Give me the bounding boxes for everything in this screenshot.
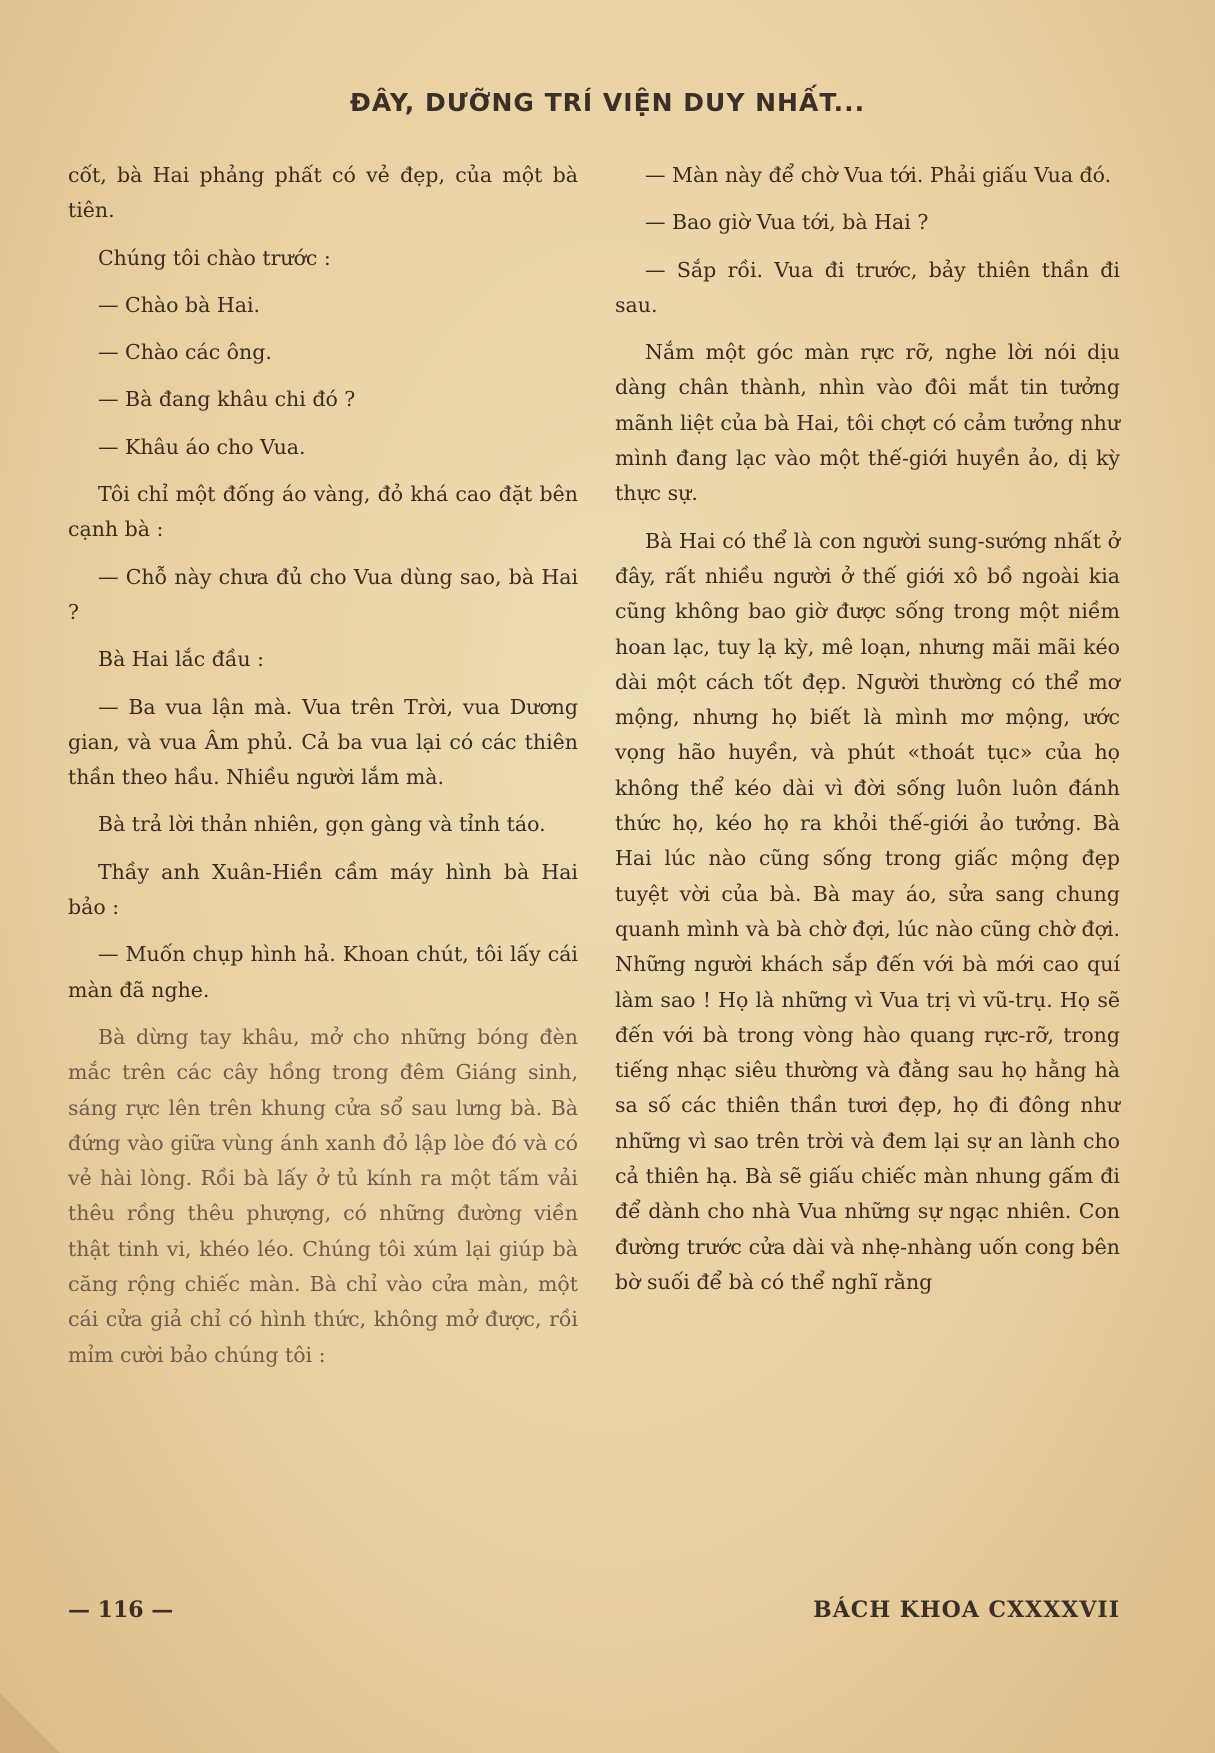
paragraph: Bà Hai lắc đầu : <box>98 647 265 672</box>
page-number: — 116 — <box>68 1597 174 1623</box>
paragraph: Tôi chỉ một đống áo vàng, đỏ khá cao đặt bên cạnh bà : <box>68 482 578 542</box>
paragraph: — Màn này để chờ Vua tới. Phải giấu Vua đó. <box>645 163 1112 187</box>
paragraph: Bà trả lời thản nhiên, gọn gàng và tỉnh táo. <box>98 812 546 837</box>
paragraph: cốt, bà Hai phảng phất có vẻ đẹp, của một bà tiên. <box>68 163 578 223</box>
paragraph: — Chào bà Hai. <box>98 292 261 317</box>
torn-corner <box>0 1693 60 1753</box>
paragraph: — Sắp rồi. Vua đi trước, bảy thiên thần đi sau. <box>615 257 1120 317</box>
running-header: ĐÂY, DƯỠNG TRÍ VIỆN DUY NHẤT... <box>349 88 866 117</box>
paragraph: — Chào các ông. <box>98 340 272 365</box>
paragraph: — Bao giờ Vua tới, bà Hai ? <box>645 210 929 235</box>
paragraph: — Muốn chụp hình hả. Khoan chút, tôi lấy cái màn đã nghe. <box>68 942 578 1002</box>
paragraph: Bà dừng tay khâu, mở cho những bóng đèn mắc trên các cây hồng trong đêm Giáng sinh, sáng rực lên trên khung cửa sổ sau lưng bà. Bà đứng vào giữa vùng ánh xanh đỏ lập lòe đó và có vẻ hài lòng. Rồi bà lấy ở tủ kính ra một tấm vải thêu rồng thêu phượng, có những đường viền thật tinh vi, khéo léo. Chúng tôi xúm lại giúp bà căng rộng chiếc màn. Bà chỉ vào cửa màn, một cái cửa giả chỉ có hình thức, không mở được, rồi mỉm cười bảo chúng tôi : <box>68 1024 578 1367</box>
paragraph: Chúng tôi chào trước : <box>98 245 331 270</box>
paragraph: Bà Hai có thể là con người sung-sướng nhất ở đây, rất nhiều người ở thế giới xô bồ ngoài kia cũng không bao giờ được sống trong một niềm hoan lạc, tuy lạ kỳ, mê loạn, nhưng mãi mãi kéo dài một cách tốt đẹp. Người thường có thể mơ mộng, nhưng họ biết là mình mơ mộng, ước vọng hão huyền, và phút «thoát tục» của họ không thể kéo dài vì đời sống luôn luôn đánh thức họ, kéo họ ra khỏi thế-giới ảo tưởng. Bà Hai lúc nào cũng sống trong giấc mộng đẹp tuyệt vời của bà. Bà may áo, sửa sang chung quanh mình và bà chờ đợi, lúc nào cũng chờ đợi. Những người khách sắp đến với bà mới cao quí làm sao ! Họ là những vì Vua trị vì vũ-trụ. Họ sẽ đến với bà trong vòng hào quang rực-rỡ, trong tiếng nhạc siêu thường và đằng sau họ hằng hà sa số các thiên thần tươi đẹp, họ đi đông như những vì sao trên trời và đem lại sự an lành cho cả thiên hạ. Bà sẽ giấu chiếc màn nhung gấm đi để dành cho nhà Vua những sự ngạc nhiên. Con đường trước cửa dài và nhẹ-nhàng uốn cong bên bờ suối để bà có thể nghĩ rằng <box>615 528 1120 1294</box>
paragraph: — Khâu áo cho Vua. <box>98 434 306 459</box>
right-column <box>615 158 1120 1312</box>
publication-name: BÁCH KHOA CXXXXVII <box>813 1597 1120 1623</box>
left-column <box>68 158 578 1385</box>
paragraph: — Bà đang khâu chi đó ? <box>98 387 356 412</box>
paragraph: — Ba vua lận mà. Vua trên Trời, vua Dương gian, và vua Âm phủ. Cả ba vua lại có các thiên thần theo hầu. Nhiều người lắm mà. <box>68 694 578 790</box>
paragraph: Nắm một góc màn rực rỡ, nghe lời nói dịu dàng chân thành, nhìn vào đôi mắt tin tưởng mãnh liệt của bà Hai, tôi chợt có cảm tưởng như mình đang lạc vào một thế-giới huyền ảo, dị kỳ thực sự. <box>615 340 1120 506</box>
paragraph: — Chỗ này chưa đủ cho Vua dùng sao, bà Hai ? <box>68 564 578 624</box>
paragraph: Thầy anh Xuân-Hiền cầm máy hình bà Hai bảo : <box>68 859 578 920</box>
